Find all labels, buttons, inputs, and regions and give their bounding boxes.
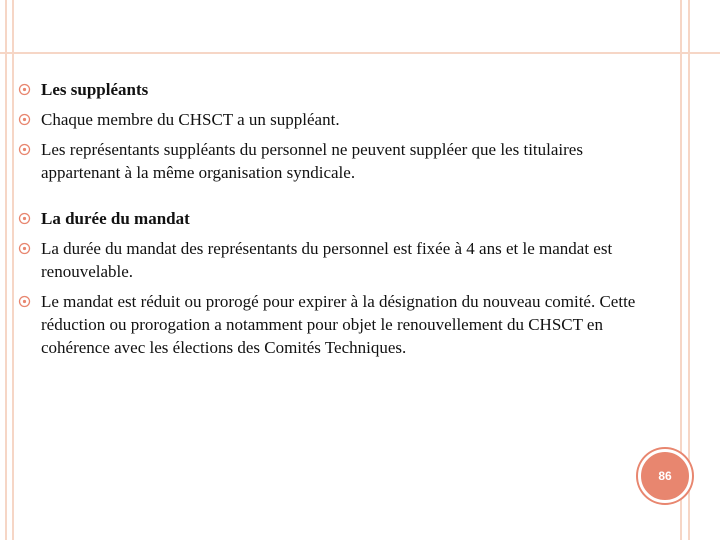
bullet-item-3 [18, 138, 638, 184]
circled-dot-icon [18, 143, 31, 156]
slide-number-badge: 86 [638, 449, 692, 503]
frame-stripe-right [688, 0, 690, 540]
slide-content [18, 78, 638, 359]
bullet-text: Chaque membre du CHSCT a un suppléant. [41, 110, 340, 129]
bullet-text: Le mandat est réduit ou prorogé pour expirer à la désignation du nouveau comité. Cette réduction ou prorogation a notamment pour objet le renouvellement du CHSCT en cohérence avec les élections des Comités Techniques. [41, 292, 636, 357]
circled-dot-icon [18, 295, 31, 308]
bullet-text: Les représentants suppléants du personnel ne peuvent suppléer que les titulaires appartenant à la même organisation syndicale. [41, 140, 583, 182]
circled-dot-icon [18, 83, 31, 96]
frame-stripe-top [0, 52, 720, 54]
bullet-text: Les suppléants [41, 80, 149, 99]
circled-dot-icon [18, 113, 31, 126]
bullet-text: La durée du mandat des représentants du personnel est fixée à 4 ans et le mandat est renouvelable. [41, 239, 613, 281]
bullet-item-1 [18, 78, 638, 101]
bullet-item-5 [18, 237, 638, 283]
bullet-item-4 [18, 207, 638, 230]
spacer [18, 184, 638, 207]
circled-dot-icon [18, 242, 31, 255]
bullet-item-2 [18, 108, 638, 131]
circled-dot-icon [18, 212, 31, 225]
bullet-text: La durée du mandat [41, 209, 190, 228]
frame-stripe-left-inner [12, 0, 14, 540]
bullet-item-6 [18, 290, 638, 359]
frame-stripe-left [5, 0, 7, 540]
